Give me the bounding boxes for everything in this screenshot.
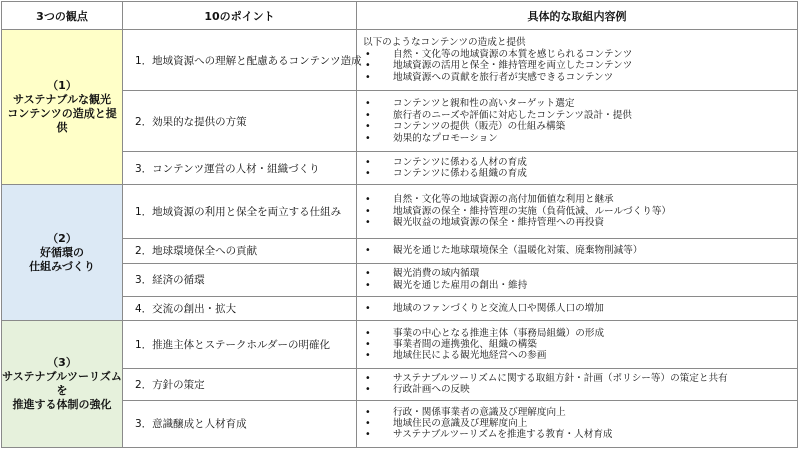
table-row: [2, 30, 798, 91]
bullet-item: • サステナブルツーリズムに関する取組方針・計画（ポリシー等）の策定と共有: [365, 372, 728, 384]
perspective-2-cell: [2, 184, 123, 321]
bullet-icon: •: [365, 327, 371, 339]
bullet-icon: •: [365, 205, 371, 217]
examples-cell: [357, 239, 798, 264]
bullet-item: • 自然・文化等の地域資源の本質を感じられるコンテンツ: [365, 48, 633, 60]
header-points: 10のポイント: [123, 2, 357, 30]
examples-cell: [357, 184, 798, 238]
bullet-item: • 事業の中心となる推進主体（事務局組織）の形成: [365, 327, 605, 339]
bullet-icon: •: [365, 338, 371, 350]
examples-lead: 以下のようなコンテンツの造成と提供: [363, 37, 526, 49]
header-perspectives: 3つの観点: [2, 2, 123, 30]
bullet-icon: •: [365, 194, 371, 206]
examples-cell: [357, 152, 798, 185]
table-row: [2, 321, 798, 368]
perspective-number: （1）: [47, 79, 77, 93]
point-cell: 2．方針の策定: [123, 368, 357, 400]
table-row: [2, 184, 798, 238]
bullet-icon: •: [365, 48, 371, 60]
bullet-icon: •: [365, 98, 371, 110]
examples-cell: [357, 91, 798, 152]
bullet-icon: •: [365, 156, 371, 168]
bullet-icon: •: [365, 406, 371, 418]
perspective-title: 仕組みづくり: [29, 259, 95, 273]
perspective-1-cell: [2, 30, 123, 185]
header-row: [2, 2, 798, 30]
bullet-item: • 地域のファンづくりと交流人口や関係人口の増加: [365, 302, 604, 314]
bullet-icon: •: [365, 418, 371, 430]
perspective-title: コンテンツの造成と提供: [7, 107, 117, 135]
bullet-icon: •: [365, 268, 371, 280]
bullet-item: • 観光を通じた地球環境保全（温暖化対策、廃棄物削減等）: [365, 245, 643, 257]
bullet-item: • 自然・文化等の地域資源の高付加価値な利用と継承: [365, 194, 614, 206]
perspective-number: （3）: [47, 356, 77, 370]
bullet-item: • サステナブルツーリズムを推進する教育・人材育成: [365, 429, 613, 441]
bullet-item: • 観光消費の域内循環: [365, 268, 480, 280]
bullet-icon: •: [365, 168, 371, 180]
bullet-item: • 観光収益の地域資源の保全・維持管理への再投資: [365, 217, 605, 229]
bullet-item: • 観光を通じた雇用の創出・維持: [365, 279, 528, 291]
bullet-item: • 地域住民による観光地経営への参画: [365, 350, 547, 362]
perspective-title: サステナブルな観光: [13, 93, 111, 107]
point-cell: 3．経済の循環: [123, 263, 357, 296]
bullet-item: • 地域資源の保全・維持管理の実施（負荷低減、ルールづくり等）: [365, 205, 672, 217]
point-cell: 2．地球環境保全への貢献: [123, 239, 357, 264]
point-cell: 3．意識醸成と人材育成: [123, 400, 357, 448]
header-examples: 具体的な取組内容例: [357, 2, 798, 30]
point-cell: 1．地域資源の利用と保全を両立する仕組み: [123, 184, 357, 238]
bullet-icon: •: [365, 217, 371, 229]
examples-cell: [357, 263, 798, 296]
bullet-icon: •: [365, 302, 371, 314]
bullet-item: • 旅行者のニーズや評価に対応したコンテンツ設計・提供: [365, 109, 632, 121]
perspective-title: サステナブルツーリズムを: [2, 370, 122, 398]
bullet-icon: •: [365, 372, 371, 384]
bullet-item: • コンテンツの提供（販売）の仕組み構築: [365, 121, 566, 133]
bullet-item: • コンテンツに係わる組織の育成: [365, 168, 527, 180]
bullet-icon: •: [365, 245, 371, 257]
bullet-item: • 効果的なプロモーション: [365, 132, 498, 144]
examples-cell: [357, 368, 798, 400]
sustainable-tourism-table: [1, 1, 798, 448]
bullet-icon: •: [365, 121, 371, 133]
perspective-title: 好循環の: [40, 245, 84, 259]
examples-cell: [357, 296, 798, 321]
point-cell: 4．交流の創出・拡大: [123, 296, 357, 321]
bullet-item: • 地域資源の活用と保全・維持管理を両立したコンテンツ: [365, 60, 633, 72]
bullet-item: • 地域住民の意識及び理解度向上: [365, 418, 528, 430]
bullet-item: • 行政・関係事業者の意識及び理解度向上: [365, 406, 566, 418]
point-cell: 1．地域資源への理解と配慮あるコンテンツ造成: [123, 30, 357, 91]
bullet-icon: •: [365, 350, 371, 362]
bullet-icon: •: [365, 60, 371, 72]
bullet-icon: •: [365, 109, 371, 121]
point-cell: 3．コンテンツ運営の人材・組織づくり: [123, 152, 357, 185]
bullet-icon: •: [365, 71, 371, 83]
bullet-item: • コンテンツに係わる人材の育成: [365, 156, 527, 168]
examples-cell: [357, 321, 798, 368]
perspective-title: 推進する体制の強化: [12, 398, 112, 412]
bullet-icon: •: [365, 279, 371, 291]
bullet-icon: •: [365, 132, 371, 144]
perspective-number: （2）: [47, 231, 77, 245]
bullet-item: • 事業者間の連携強化、組織の構築: [365, 338, 537, 350]
examples-cell: [357, 400, 798, 448]
bullet-item: • コンテンツと親和性の高いターゲット選定: [365, 98, 575, 110]
bullet-icon: •: [365, 429, 371, 441]
bullet-item: • 行政計画への反映: [365, 384, 470, 396]
bullet-icon: •: [365, 384, 371, 396]
examples-cell: [357, 30, 798, 91]
point-cell: 1．推進主体とステークホルダーの明確化: [123, 321, 357, 368]
perspective-3-cell: [2, 321, 123, 448]
point-cell: 2．効果的な提供の方策: [123, 91, 357, 152]
bullet-item: • 地域資源への貢献を旅行者が実感できるコンテンツ: [365, 71, 614, 83]
